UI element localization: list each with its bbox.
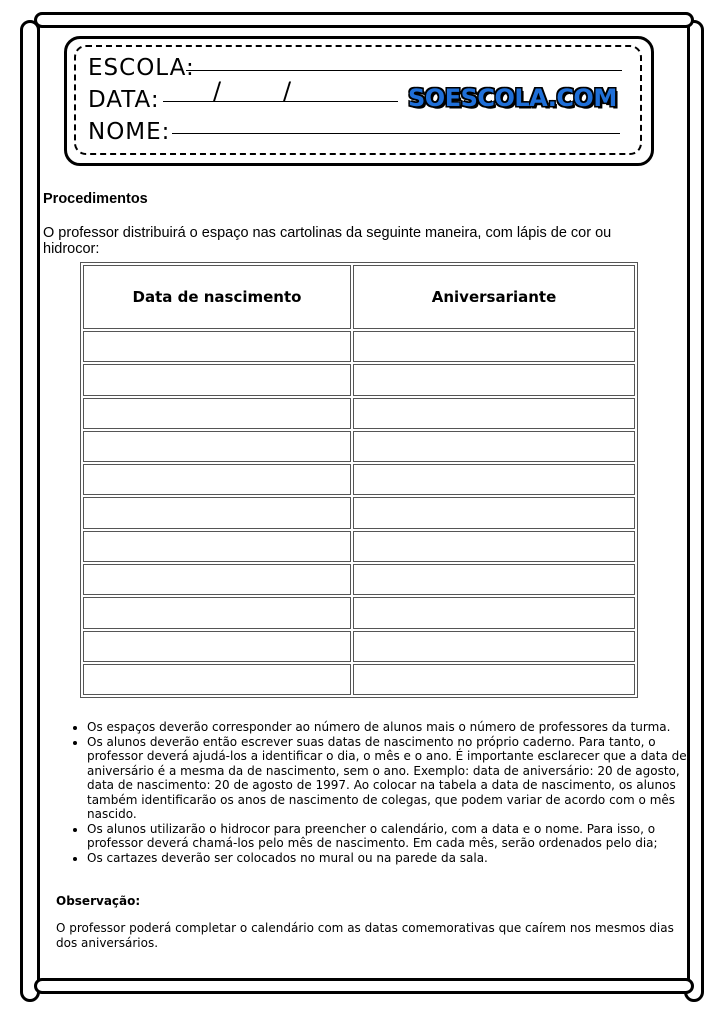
birth-date-cell[interactable] bbox=[83, 664, 351, 695]
school-label: ESCOLA: bbox=[88, 55, 195, 81]
date-line[interactable] bbox=[163, 101, 398, 102]
list-item: • Os espaços deverão corresponder ao número de alunos mais o número de professores da turma. bbox=[87, 720, 687, 735]
table-body bbox=[83, 331, 635, 695]
table-row bbox=[83, 597, 635, 628]
birth-date-cell[interactable] bbox=[83, 531, 351, 562]
birth-date-cell[interactable] bbox=[83, 398, 351, 429]
birthday-person-cell[interactable] bbox=[353, 331, 635, 362]
birthday-person-cell[interactable] bbox=[353, 631, 635, 662]
site-logo: SOESCOLA.COM bbox=[408, 84, 617, 112]
birthday-person-cell[interactable] bbox=[353, 664, 635, 695]
table-row bbox=[83, 664, 635, 695]
list-item: • Os alunos deverão então escrever suas datas de nascimento no próprio caderno. Para tanto, o professor deverá ajudá-los a identificar o dia, o mês e o ano. É importante esclarecer que a data de aniversário é a mesma da de nascimento, sem o ano. Exemplo: data de aniversário: 20 de agosto, data de nascimento: 20 de agosto de 1997. Ao colocar na tabela a data de nascimento, os alunos também identificarão os anos de nascimento de colegas, que podem variar de acordo com o mês nascido. bbox=[87, 735, 687, 822]
observation-title: Observação: bbox=[56, 894, 141, 908]
name-label: NOME: bbox=[88, 119, 171, 145]
school-line[interactable] bbox=[186, 70, 622, 71]
table-row bbox=[83, 564, 635, 595]
date-slash-1: / bbox=[213, 77, 222, 105]
birth-date-cell[interactable] bbox=[83, 497, 351, 528]
table-row bbox=[83, 464, 635, 495]
table-row bbox=[83, 531, 635, 562]
column-header-birth-date: Data de nascimento bbox=[83, 265, 351, 329]
birthday-person-cell[interactable] bbox=[353, 431, 635, 462]
birth-date-cell[interactable] bbox=[83, 364, 351, 395]
birthday-person-cell[interactable] bbox=[353, 597, 635, 628]
birthday-person-cell[interactable] bbox=[353, 464, 635, 495]
list-item: • Os cartazes deverão ser colocados no mural ou na parede da sala. bbox=[87, 851, 687, 866]
birthday-person-cell[interactable] bbox=[353, 398, 635, 429]
table-row bbox=[83, 497, 635, 528]
scroll-bottom-bar bbox=[34, 978, 694, 994]
scroll-top-bar bbox=[34, 12, 694, 28]
list-item: • Os alunos utilizarão o hidrocor para preencher o calendário, com a data e o nome. Para isso, o professor deverá chamá-los pelo mês de nascimento. Em cada mês, serão ordenados pelo dia; bbox=[87, 822, 687, 851]
birth-date-cell[interactable] bbox=[83, 331, 351, 362]
birth-date-cell[interactable] bbox=[83, 564, 351, 595]
birthday-table bbox=[80, 262, 638, 698]
section-title: Procedimentos bbox=[43, 191, 148, 207]
observation-text: O professor poderá completar o calendário com as datas comemorativas que caírem nos mesmos dias dos aniversários. bbox=[56, 921, 674, 950]
table-row bbox=[83, 431, 635, 462]
birth-date-cell[interactable] bbox=[83, 597, 351, 628]
birthday-person-cell[interactable] bbox=[353, 531, 635, 562]
intro-paragraph: O professor distribuirá o espaço nas cartolinas da seguinte maneira, com lápis de cor ou hidrocor: bbox=[43, 225, 612, 257]
column-header-birthday-person: Aniversariante bbox=[353, 265, 635, 329]
birth-date-cell[interactable] bbox=[83, 631, 351, 662]
table-row bbox=[83, 364, 635, 395]
birthday-person-cell[interactable] bbox=[353, 497, 635, 528]
birth-date-cell[interactable] bbox=[83, 464, 351, 495]
table-row bbox=[83, 631, 635, 662]
date-slash-2: / bbox=[283, 77, 292, 105]
birthday-person-cell[interactable] bbox=[353, 364, 635, 395]
procedure-list bbox=[68, 720, 687, 865]
birthday-person-cell[interactable] bbox=[353, 564, 635, 595]
name-line[interactable] bbox=[172, 133, 620, 134]
date-label: DATA: bbox=[88, 87, 160, 113]
table-row bbox=[83, 398, 635, 429]
table-header-row bbox=[83, 265, 635, 329]
birth-date-cell[interactable] bbox=[83, 431, 351, 462]
table-row bbox=[83, 331, 635, 362]
